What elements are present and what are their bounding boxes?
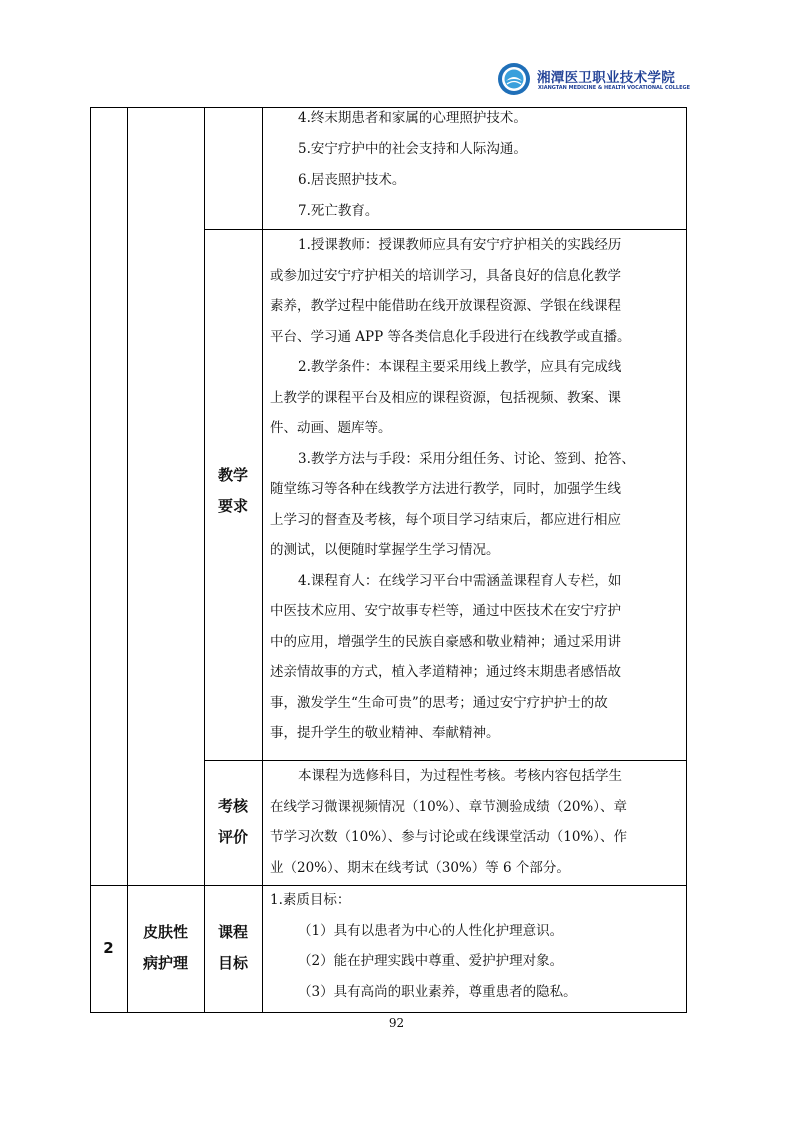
text-line: 上教学的课程平台及相应的课程资源，包括视频、教案、课 bbox=[270, 389, 621, 406]
text-line: 2.教学条件：本课程主要采用线上教学，应具有完成线 bbox=[298, 359, 622, 375]
text-line: 在线学习微课视频情况（10%）、章节测验成绩（20%）、章 bbox=[270, 798, 628, 815]
text-line: 4.课程育人：在线学习平台中需涵盖课程育人专栏，如 bbox=[298, 572, 622, 589]
page-number: 92 bbox=[388, 1016, 405, 1030]
logo-english-name: XIANGTAN MEDICINE & HEALTH VOCATIONAL COLLEGE bbox=[538, 85, 691, 91]
text-line: 上学习的督查及考核，每个项目学习结束后，都应进行相应 bbox=[270, 511, 621, 528]
text-line: 随堂练习等各种在线教学方法进行教学，同时，加强学生线 bbox=[270, 481, 621, 497]
list-item: 4.终末期患者和家属的心理照护技术。 bbox=[298, 110, 527, 126]
text-line: 1.授课教师：授课教师应具有安宁疗护相关的实践经历 bbox=[298, 237, 622, 253]
logo-chinese-name: 湘潭医卫职业技术学院 bbox=[537, 70, 675, 86]
text-line: 平台、学习通 APP 等各类信息化手段进行在线教学或直播。 bbox=[270, 328, 631, 345]
text-line: 素养，教学过程中能借助在线开放课程资源、学银在线课程 bbox=[270, 298, 621, 314]
text-line: 件、动画、题库等。 bbox=[270, 420, 392, 436]
list-item: （2）能在护理实践中尊重、爱护护理对象。 bbox=[298, 953, 564, 969]
goal-title: 1.素质目标： bbox=[270, 892, 351, 908]
text-line: 事，激发学生“生命可贵”的思考；通过安宁疗护护士的故 bbox=[270, 694, 608, 711]
list-item: 6.居丧照护技术。 bbox=[298, 172, 406, 188]
text-line: 中医技术应用、安宁故事专栏等，通过中医技术在安宁疗护 bbox=[270, 603, 621, 619]
list-item: （1）具有以患者为中心的人性化护理意识。 bbox=[298, 922, 564, 939]
course-goals-label: 课程 目标 bbox=[217, 923, 248, 972]
course-number: 2 bbox=[103, 939, 114, 957]
list-item: （3）具有高尚的职业素养，尊重患者的隐私。 bbox=[298, 983, 577, 1000]
assessment-label: 考核 评价 bbox=[217, 797, 248, 846]
list-item: 7.死亡教育。 bbox=[298, 203, 379, 219]
text-line: 节学习次数（10%）、参与讨论或在线课堂活动（10%）、作 bbox=[270, 829, 628, 845]
course-name: 皮肤性 病护理 bbox=[142, 923, 188, 972]
teaching-requirements-label: 教学 要求 bbox=[217, 466, 248, 515]
text-line: 业（20%）、期末在线考试（30%）等 6 个部分。 bbox=[270, 859, 570, 876]
list-item: 5.安宁疗护中的社会支持和人际沟通。 bbox=[298, 141, 527, 157]
text-line: 事，提升学生的敬业精神、奉献精神。 bbox=[270, 725, 500, 741]
text-line: 述亲情故事的方式，植入孝道精神；通过终末期患者感悟故 bbox=[270, 664, 621, 680]
text-line: 3.教学方法与手段：采用分组任务、讨论、签到、抢答、 bbox=[298, 450, 635, 467]
text-line: 本课程为选修科目，为过程性考核。考核内容包括学生 bbox=[298, 768, 622, 784]
text-line: 中的应用，增强学生的民族自豪感和敬业精神；通过采用讲 bbox=[270, 633, 621, 650]
text-line: 的测试，以便随时掌握学生学习情况。 bbox=[270, 542, 500, 558]
text-line: 或参加过安宁疗护相关的培训学习，具备良好的信息化教学 bbox=[270, 267, 621, 284]
